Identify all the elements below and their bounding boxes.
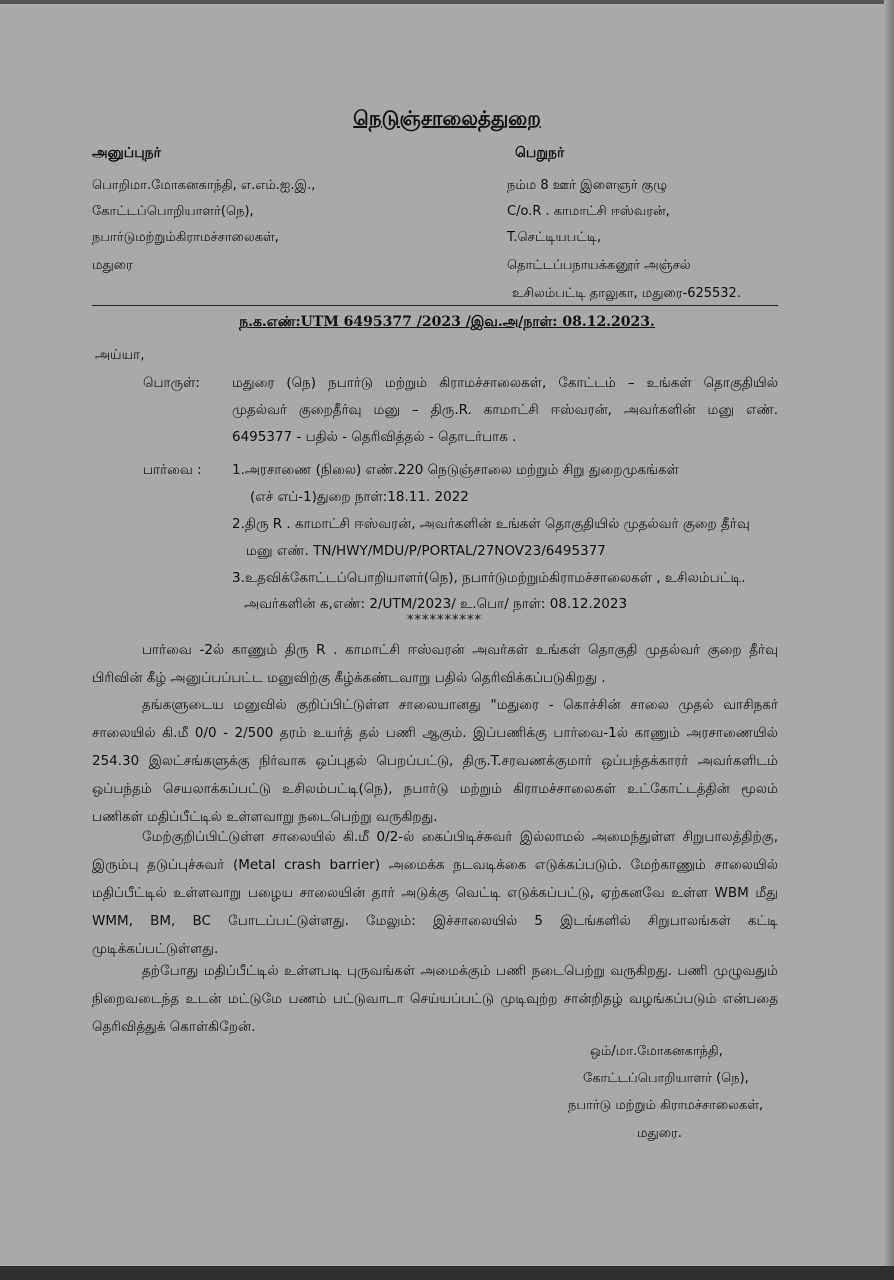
subject-label: பொருள்: — [143, 375, 200, 391]
paragraph-line: நிறைவடைந்த உடன் மட்டுமே பணம் பட்டுவாடா செய்யப்பட்டு முடிவுற்ற சான்றிதழ் வழங்கப்படும் என்பதை — [92, 991, 778, 1007]
paragraph-line: இரும்பு தடுப்புச்சுவர் (Metal crash barrier) அமைக்க நடவடிக்கை எடுக்கப்படும். மேற்காணும் சாலையில் — [92, 857, 778, 873]
reference-item-line: மனு எண். TN/HWY/MDU/P/PORTAL/27NOV23/6495377 — [246, 543, 606, 559]
references-label: பார்வை : — [143, 462, 202, 478]
body-paragraph — [92, 691, 778, 831]
page-edge-shadow — [884, 0, 894, 1280]
recipient-line: T.செட்டியபட்டி, — [507, 230, 602, 245]
sender-line: கோட்டப்பொறியாளர்(நெ), — [92, 204, 254, 219]
paragraph-line: மேற்குறிப்பிட்டுள்ள சாலையில் கி.மீ 0/2-ல் கைப்பிடிச்சுவர் இல்லாமல் அமைந்துள்ள சிறுபாலத்திற்கு, — [142, 829, 778, 845]
recipient-line: உசிலம்பட்டி தாலுகா, மதுரை-625532. — [512, 286, 741, 301]
salutation: அய்யா, — [95, 347, 145, 363]
signature-line: கோட்டப்பொறியாளர் (நெ), — [583, 1071, 749, 1086]
body-paragraph — [92, 823, 778, 963]
reference-item-line: அவர்களின் க,எண்: 2/UTM/2023/ உ.பொ/ நாள்: 08.12.2023 — [244, 596, 628, 612]
sender-heading: அனுப்புநர் — [92, 145, 161, 161]
paragraph-line: முடிக்கப்பட்டுள்ளது. — [92, 941, 219, 957]
paragraph-line: ஒப்பந்தம் செயலாக்கப்பட்டு உசிலம்பட்டி(நெ), நபார்டு மற்றும் கிராமச்சாலைகள் உட்கோட்டத்தின் மூலம் — [92, 781, 778, 797]
paragraph-line: சாலையில் கி.மீ 0/0 - 2/500 தரம் உயர்த் தல் பணி ஆகும். இப்பணிக்கு பார்வை-1ல் காணும் அரசாணையில் — [92, 725, 778, 741]
reference-number-line: ந.க.எண்:UTM 6495377 /2023 /இவ.அ/நாள்: 08.12.2023. — [239, 314, 655, 330]
header-divider — [92, 305, 778, 306]
paragraph-line: மதிப்பீட்டில் உள்ளவாறு பழைய சாலையின் தார் அடுக்கு வெட்டி எடுக்கப்பட்டு, ஏற்கனவே உள்ள WBM மீது — [92, 885, 778, 901]
sender-line: நபார்டுமற்றும்கிராமச்சாலைகள், — [92, 230, 279, 245]
paragraph-line: தங்களுடைய மனுவில் குறிப்பிட்டுள்ள சாலையானது "மதுரை - கொச்சின் சாலை முதல் வாசிநகர் — [142, 697, 778, 713]
page-top-border — [0, 0, 894, 4]
page-bottom-edge — [0, 1266, 894, 1280]
paragraph-line: பார்வை -2ல் காணும் திரு R . காமாட்சி ஈஸ்வரன் அவர்கள் உங்கள் தொகுதி முதல்வர் குறை தீர்வு — [142, 642, 778, 658]
paragraph-line: தெரிவித்துக் கொள்கிறேன். — [92, 1019, 256, 1035]
paragraph-line: பிரிவின் கீழ் அனுப்பப்பட்ட மனுவிற்கு கீழ்க்கண்டவாறு பதில் தெரிவிக்கப்படுகிறது . — [92, 670, 606, 686]
separator-stars: ********** — [407, 613, 482, 628]
reference-item-line: 1.அரசாணை (நிலை) எண்.220 நெடுஞ்சாலை மற்றும் சிறு துறைமுகங்கள் — [232, 462, 679, 478]
body-paragraph — [92, 636, 778, 692]
signature-line: நபார்டு மற்றும் கிராமச்சாலைகள், — [568, 1098, 764, 1113]
recipient-line: C/o.R . காமாட்சி ஈஸ்வரன், — [507, 204, 670, 219]
subject-line: மதுரை (நெ) நபார்டு மற்றும் கிராமச்சாலைகள், கோட்டம் – உங்கள் தொகுதியில் — [232, 375, 778, 391]
body-paragraph — [92, 957, 778, 1041]
recipient-heading: பெறுநர் — [515, 145, 565, 161]
paragraph-line: 254.30 இலட்சங்களுக்கு நிர்வாக ஒப்புதல் பெறப்பட்டு, திரு.T.சரவணக்குமார் ஒப்பந்தக்காரர் அவர்களிடம் — [92, 753, 778, 769]
sender-line: பொறிமா.மோகனகாந்தி, எ.எம்.ஐ.இ., — [92, 178, 316, 193]
subject-line: முதல்வர் குறைதீர்வு மனு – திரு.R. காமாட்சி ஈஸ்வரன், அவர்களின் மனு எண். — [232, 402, 778, 418]
subject-line: 6495377 - பதில் - தெரிவித்தல் - தொடர்பாக . — [232, 429, 517, 445]
reference-item-line: 2.திரு R . காமாட்சி ஈஸ்வரன், அவர்களின் உங்கள் தொகுதியில் முதல்வர் குறை தீர்வு — [232, 516, 750, 532]
reference-item-line: (எச் எப்-1)துறை நாள்:18.11. 2022 — [250, 489, 469, 505]
department-title: நெடுஞ்சாலைத்துறை — [353, 106, 541, 130]
paragraph-line: தற்போது மதிப்பீட்டில் உள்ளபடி புருவங்கள் அமைக்கும் பணி நடைபெற்று வருகிறது. பணி முழுவதும் — [142, 963, 778, 979]
sender-line: மதுரை — [92, 258, 133, 273]
signature-line: ஒம்/மா.மோகனகாந்தி, — [590, 1044, 723, 1059]
recipient-line: நம்ம 8 ஊர் இளைஞர் குழு — [507, 178, 668, 193]
reference-item-line: 3.உதவிக்கோட்டப்பொறியாளர்(நெ), நபார்டுமற்றும்கிராமச்சாலைகள் , உசிலம்பட்டி. — [232, 570, 746, 586]
paragraph-line: பணிகள் மதிப்பீட்டில் உள்ளவாறு நடைபெற்று வருகிறது. — [92, 809, 438, 825]
signature-line: மதுரை. — [637, 1126, 682, 1141]
recipient-line: தொட்டப்பநாயக்கனூர் அஞ்சல் — [507, 258, 691, 273]
paragraph-line: WMM, BM, BC போடப்பட்டுள்ளது. மேலும்: இச்சாலையில் 5 இடங்களில் சிறுபாலங்கள் கட்டி — [92, 913, 778, 929]
